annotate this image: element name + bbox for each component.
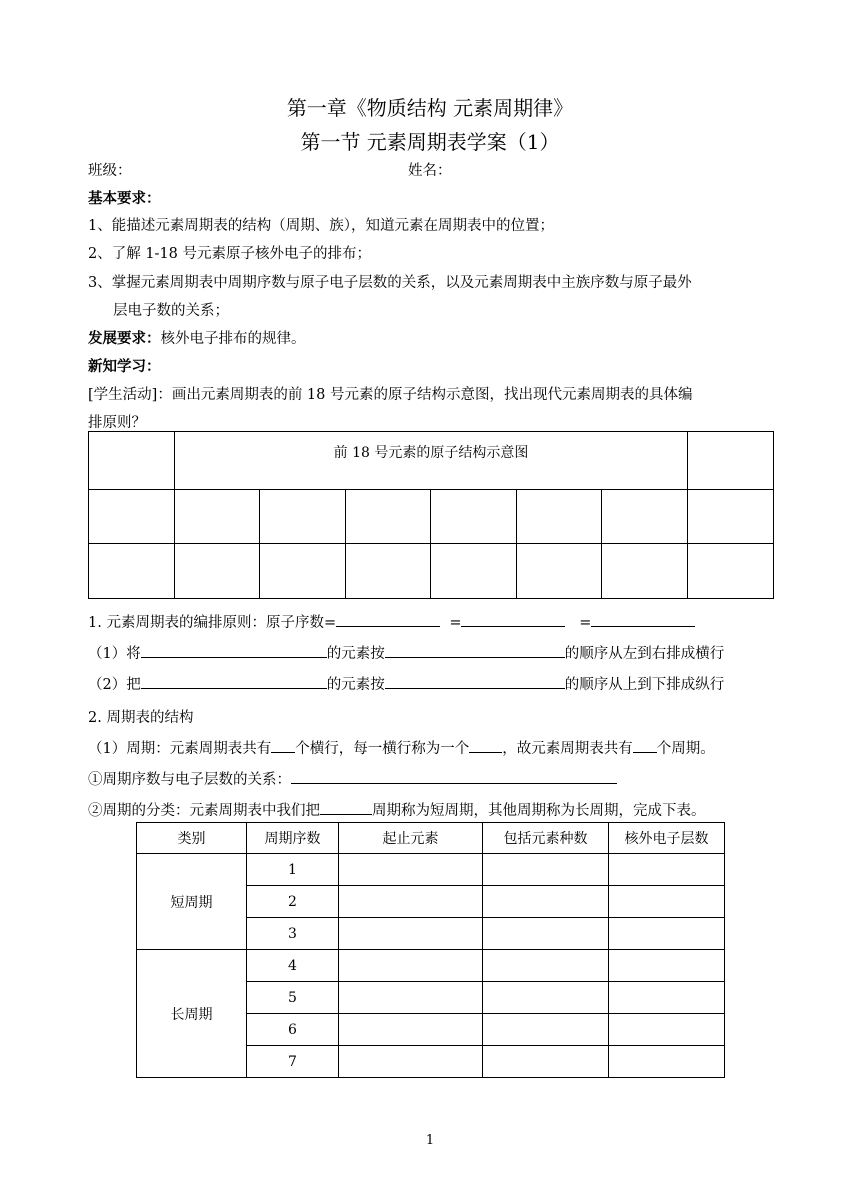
name-label: 姓名： [408, 163, 452, 179]
table-cell[interactable] [483, 1014, 609, 1046]
blank-field[interactable] [385, 673, 565, 689]
basic-requirements-heading: 基本要求： [88, 190, 161, 207]
class-label: 班级： [88, 163, 132, 179]
long-period-label: 长周期 [137, 950, 247, 1078]
table-cell[interactable] [339, 886, 483, 918]
period-number: 2 [247, 886, 339, 918]
period-number: 5 [247, 982, 339, 1014]
sub-text: 的顺序从上到下排成纵行 [564, 677, 725, 693]
table-cell[interactable] [688, 432, 774, 490]
requirement-item: 1、能描述元素周期表的结构（周期、族），知道元素在周期表中的位置； [88, 218, 554, 234]
requirement-item: 2、了解 1-18 号元素原子核外电子的排布； [88, 246, 372, 262]
classification-line [88, 799, 706, 820]
atomic-structure-table [88, 431, 774, 599]
table-cell[interactable] [175, 490, 260, 544]
header-element-count: 包括元素种数 [483, 823, 609, 854]
table-cell[interactable] [609, 854, 725, 886]
new-learning-heading: 新知学习： [88, 358, 161, 375]
blank-field[interactable] [271, 737, 295, 753]
structure-heading: 2. 周期表的结构 [88, 710, 194, 726]
header-period-number: 周期序数 [247, 823, 339, 854]
equals-sign: = [579, 615, 592, 631]
table-cell[interactable] [609, 950, 725, 982]
table-cell[interactable] [89, 544, 175, 599]
blank-field[interactable] [141, 642, 327, 658]
sub-text: 的元素按 [326, 677, 385, 693]
principle-text: 1. 元素周期表的编排原则：原子序数= [88, 615, 337, 631]
period-text: ，故元素周期表共有 [502, 741, 633, 757]
equals-sign: = [449, 615, 462, 631]
short-period-label: 短周期 [137, 854, 247, 950]
header-category: 类别 [137, 823, 247, 854]
table-cell[interactable] [339, 982, 483, 1014]
table-cell[interactable] [175, 544, 260, 599]
period-line [88, 737, 715, 758]
requirement-item-continued: 层电子数的关系； [113, 303, 229, 319]
period-number: 6 [247, 1014, 339, 1046]
table-cell[interactable] [483, 886, 609, 918]
table-cell[interactable] [609, 982, 725, 1014]
blank-field[interactable] [461, 611, 565, 627]
table-cell[interactable] [609, 1046, 725, 1078]
period-number: 1 [247, 854, 339, 886]
blank-field[interactable] [633, 737, 657, 753]
sub-text: 的元素按 [326, 646, 385, 662]
table-cell[interactable] [609, 918, 725, 950]
blank-field[interactable] [591, 611, 695, 627]
period-number: 4 [247, 950, 339, 982]
table-cell[interactable] [345, 490, 430, 544]
chapter-title: 第一章《物质结构 元素周期律》 [286, 96, 574, 120]
table-cell[interactable] [431, 490, 516, 544]
period-classification-table [136, 822, 725, 1078]
section-title: 第一节 元素周期表学案（1） [300, 130, 560, 154]
table-cell[interactable] [89, 432, 175, 490]
page-number: 1 [425, 1133, 435, 1148]
table-cell[interactable] [609, 886, 725, 918]
period-text: 个横行，每一横行称为一个 [295, 741, 470, 757]
table-cell[interactable] [260, 490, 345, 544]
relation-line [88, 768, 617, 789]
principle-line [88, 611, 695, 632]
table-cell[interactable] [431, 544, 516, 599]
blank-field[interactable] [141, 673, 327, 689]
table-cell[interactable] [260, 544, 345, 599]
classification-text: 周期称为短周期，其他周期称为长周期，完成下表。 [372, 803, 706, 819]
table-cell[interactable] [339, 918, 483, 950]
activity-text: [学生活动]：画出元素周期表的前 18 号元素的原子结构示意图，找出现代元素周期表的具体编 [88, 387, 693, 403]
period-number: 7 [247, 1046, 339, 1078]
table-cell[interactable] [89, 490, 175, 544]
diagram-caption: 前 18 号元素的原子结构示意图 [175, 432, 688, 490]
table-cell[interactable] [602, 544, 688, 599]
requirement-item: 3、掌握元素周期表中周期序数与原子电子层数的关系，以及元素周期表中主族序数与原子最外 [88, 275, 692, 291]
table-cell[interactable] [516, 544, 601, 599]
blank-field[interactable] [385, 642, 565, 658]
sub-label: （2）把 [88, 677, 141, 693]
table-cell[interactable] [483, 918, 609, 950]
development-requirement [88, 327, 306, 348]
development-text: 核外电子排布的规律。 [160, 331, 306, 347]
header-electron-shells: 核外电子层数 [609, 823, 725, 854]
table-cell[interactable] [339, 1014, 483, 1046]
table-cell[interactable] [483, 950, 609, 982]
relation-text: ①周期序数与电子层数的关系： [88, 772, 291, 788]
table-cell[interactable] [339, 950, 483, 982]
classification-text: ②周期的分类：元素周期表中我们把 [88, 803, 320, 819]
period-text: （1）周期：元素周期表共有 [88, 741, 272, 757]
table-cell[interactable] [483, 982, 609, 1014]
table-cell[interactable] [688, 490, 774, 544]
table-cell[interactable] [688, 544, 774, 599]
table-cell[interactable] [516, 490, 601, 544]
table-cell[interactable] [483, 1046, 609, 1078]
sub-label: （1）将 [88, 646, 141, 662]
table-cell[interactable] [483, 854, 609, 886]
activity-text-continued: 排原则？ [88, 415, 146, 431]
sub-text: 的顺序从左到右排成横行 [564, 646, 725, 662]
blank-field[interactable] [320, 799, 372, 815]
period-text: 个周期。 [656, 741, 715, 757]
table-cell[interactable] [345, 544, 430, 599]
principle-sub-2 [88, 673, 724, 694]
blank-field[interactable] [291, 768, 617, 784]
development-heading: 发展要求： [88, 330, 161, 347]
blank-field[interactable] [336, 611, 440, 627]
table-cell[interactable] [339, 1046, 483, 1078]
table-cell[interactable] [602, 490, 688, 544]
principle-sub-1 [88, 642, 724, 663]
table-cell[interactable] [609, 1014, 725, 1046]
blank-field[interactable] [469, 737, 502, 753]
table-cell[interactable] [339, 854, 483, 886]
header-start-end-elements: 起止元素 [339, 823, 483, 854]
period-number: 3 [247, 918, 339, 950]
